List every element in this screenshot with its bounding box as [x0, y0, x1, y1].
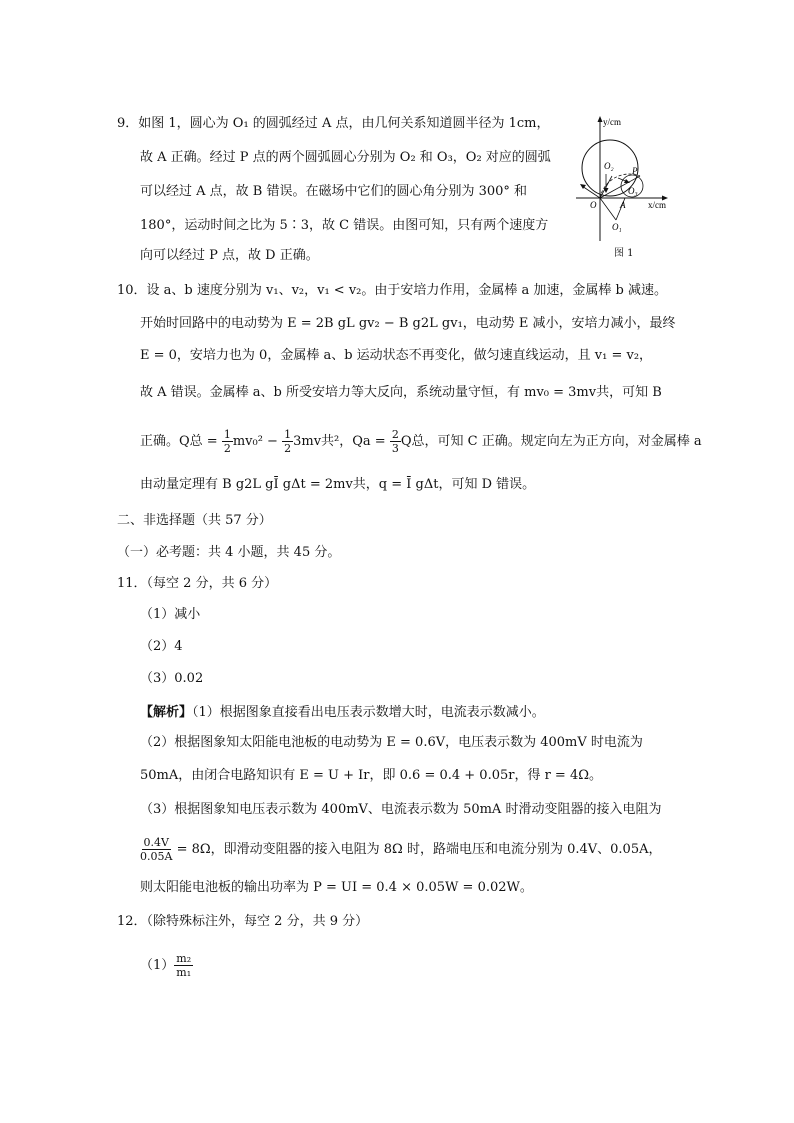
- q11-explanation-3: 50mA，由闭合电路知识有 E = U + Ir，即 0.6 = 0.4 + 0.05r，得 r = 4Ω。: [140, 768, 603, 783]
- fraction-two-thirds: [390, 428, 401, 455]
- figure-caption: 图 1: [614, 248, 634, 259]
- q10-line-5: [140, 428, 702, 455]
- q10-line-6: 由动量定理有 B g2L gĪ gΔt = 2mv共，q = Ī gΔt，可知 D 错误。: [140, 477, 536, 492]
- q9-line-4: 180°，运动时间之比为 5∶3，故 C 错误。由图可知，只有两个速度方: [140, 218, 549, 233]
- label-o3: O₃: [628, 186, 638, 196]
- q11-answer-3: （3）0.02: [140, 671, 204, 686]
- fraction-denominator: 3: [391, 442, 399, 455]
- q11-explanation-5-text: = 8Ω，即滑动变阻器的接入电阻为 8Ω 时，路端电压和电流分别为 0.4V、0.05A，: [172, 842, 662, 857]
- fraction-resistance: [140, 836, 172, 863]
- q10-line-3: E = 0，安培力也为 0，金属棒 a、b 运动状态不再变化，做匀速直线运动，且 v₁ = v₂，: [140, 348, 653, 363]
- fraction-numerator: 1: [223, 428, 231, 441]
- q11-explanation-1-text: （1）根据图象直接看出电压表示数增大时，电流表示数减小。: [192, 705, 545, 720]
- q10-line-1: 10．设 a、b 速度分别为 v₁、v₂，v₁ < v₂。由于安培力作用，金属棒 a 加速，金属棒 b 减速。: [117, 283, 667, 298]
- section-title: 二、非选择题（共 57 分）: [117, 513, 272, 528]
- fraction-numerator: 2: [391, 428, 399, 441]
- q12-heading: 12．（除特殊标注外，每空 2 分，共 9 分）: [117, 914, 369, 929]
- fraction-numerator: m₂: [176, 952, 192, 965]
- q10-line-2: 开始时回路中的电动势为 E = 2B gL gv₂ − B g2L gv₁，电动势 E 减小，安培力减小，最终: [140, 316, 676, 331]
- q9-line-1: 9．如图 1，圆心为 O₁ 的圆弧经过 A 点，由几何关系知道圆半径为 1cm，: [117, 116, 550, 131]
- q11-explanation-4: （3）根据图象知电压表示数为 400mV、电流表示数为 50mA 时滑动变阻器的接入电阻为: [140, 802, 662, 817]
- q11-answer-2: （2）4: [140, 639, 183, 654]
- label-p: P: [632, 166, 638, 176]
- fraction-mass-ratio: [174, 952, 193, 979]
- label-a: A: [620, 200, 626, 210]
- q11-explanation-1: [140, 703, 545, 723]
- fraction-numerator: 1: [284, 428, 292, 441]
- q10-line-5-text-b: mv₀² −: [232, 434, 283, 449]
- q11-explanation-5: [140, 836, 662, 863]
- fraction-half-2: [282, 428, 293, 455]
- q12-answer-1: [140, 952, 193, 979]
- q10-line-5-text-a: 正确。Q总 =: [140, 434, 222, 449]
- label-o2: O₂: [604, 161, 614, 171]
- x-axis-label: x/cm: [648, 200, 666, 210]
- q10-line-5-text-d: Q总，可知 C 正确。规定向左为正方向，对金属棒 a: [400, 434, 702, 449]
- q11-answer-1: （1）减小: [140, 607, 201, 622]
- fraction-numerator: 0.4V: [143, 836, 169, 849]
- section-subtitle: （一）必考题：共 4 小题，共 45 分。: [117, 545, 341, 560]
- y-axis-label: y/cm: [603, 117, 621, 127]
- q12-answer-1-label: （1）: [140, 958, 175, 973]
- q11-explanation-2: （2）根据图象知太阳能电池板的电动势为 E = 0.6V，电压表示数为 400mV 时电流为: [140, 735, 643, 750]
- q11-heading: 11．（每空 2 分，共 6 分）: [117, 576, 278, 591]
- fraction-denominator: m₁: [176, 966, 192, 979]
- q9-line-2: 故 A 正确。经过 P 点的两个圆弧圆心分别为 O₂ 和 O₃，O₂ 对应的圆弧: [140, 150, 551, 165]
- q10-line-5-text-c: 3mv共²，Qa =: [293, 434, 390, 449]
- fraction-denominator: 2: [223, 442, 231, 455]
- q11-explanation-6: 则太阳能电池板的输出功率为 P = UI = 0.4 × 0.05W = 0.02W。: [140, 880, 533, 895]
- q9-line-3: 可以经过 A 点，故 B 错误。在磁场中它们的圆心角分别为 300° 和: [140, 184, 528, 199]
- figure-1: [568, 116, 668, 262]
- fraction-denominator: 2: [284, 442, 292, 455]
- analysis-tag: 【解析】: [140, 705, 193, 720]
- q10-line-4: 故 A 错误。金属棒 a、b 所受安培力等大反向，系统动量守恒，有 mv₀ = 3mv共，可知 B: [140, 385, 662, 400]
- label-o: O: [590, 200, 597, 210]
- q9-line-5: 向可以经过 P 点，故 D 正确。: [140, 248, 319, 263]
- fraction-denominator: 0.05A: [140, 850, 173, 863]
- label-o1: O₁: [612, 222, 622, 232]
- geometry-diagram: [568, 116, 668, 246]
- fraction-half-1: [222, 428, 233, 455]
